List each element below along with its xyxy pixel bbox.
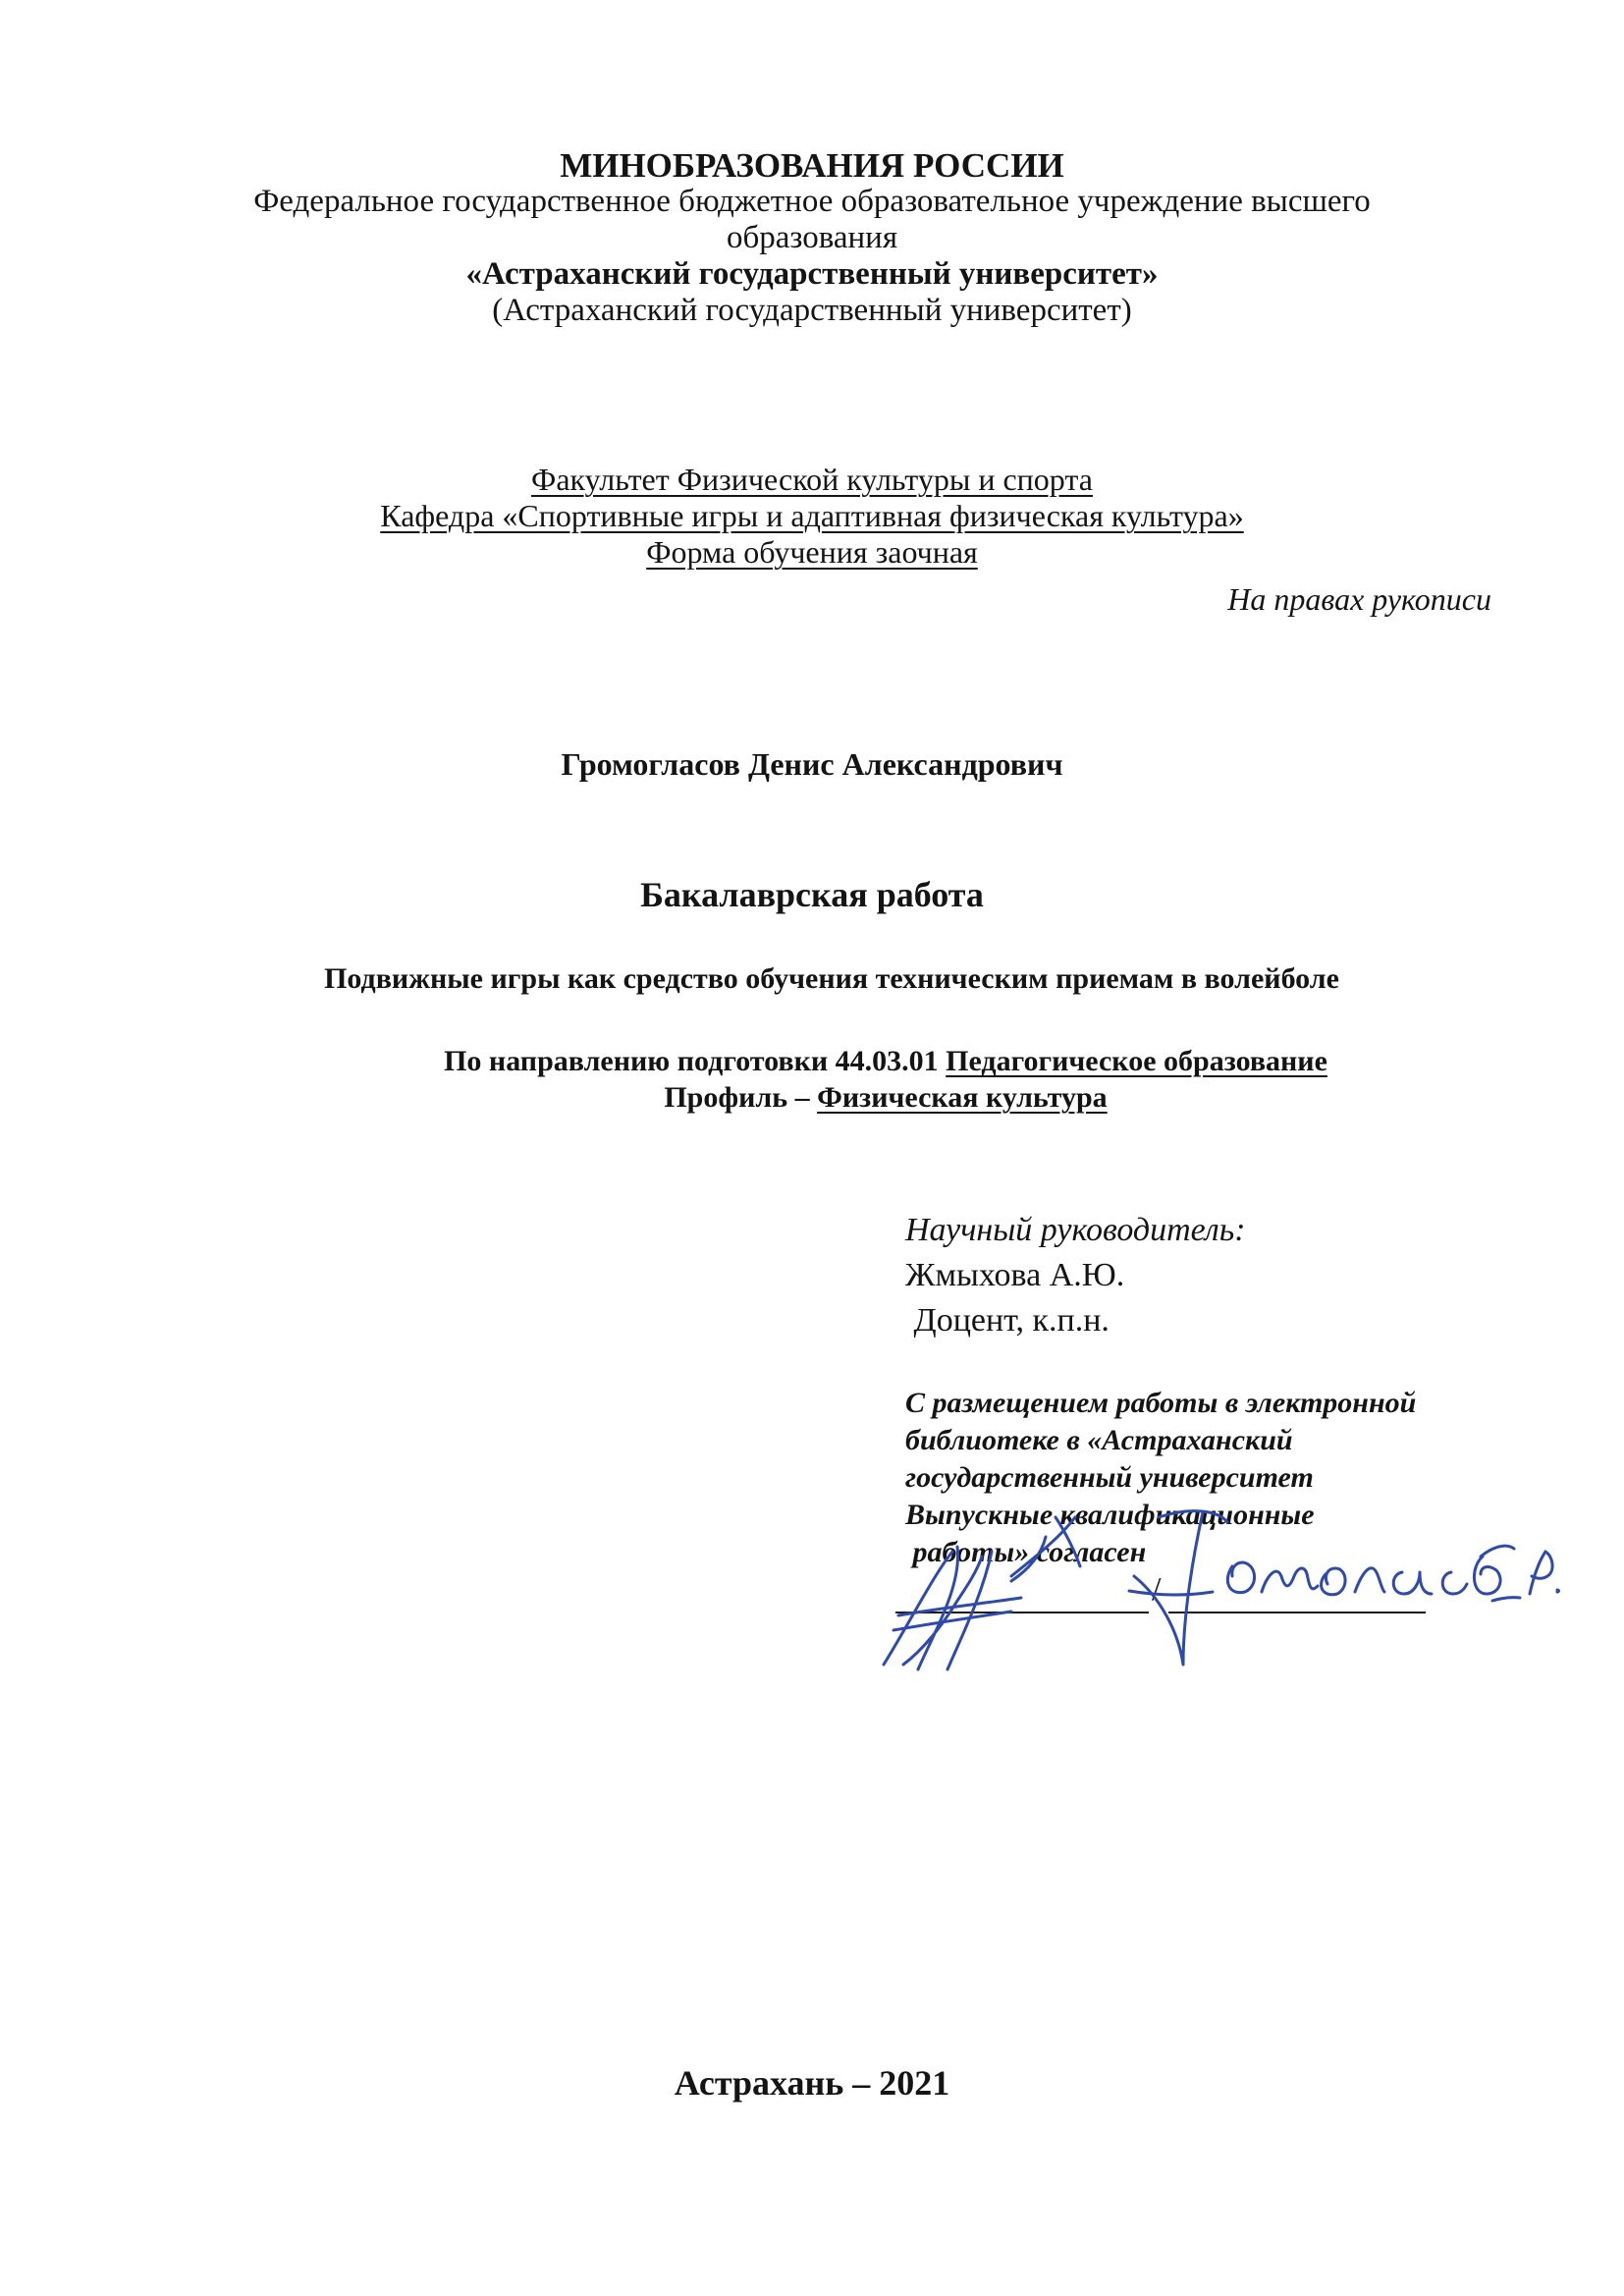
faculty-name: Факультет Физической культуры и спорта: [531, 462, 1093, 497]
consent-line-1: С размещением работы в электронной: [905, 1387, 1417, 1419]
department-name: Кафедра «Спортивные игры и адаптивная физическая культура»: [380, 498, 1244, 533]
supervisor-name: Жмыхова А.Ю.: [905, 1257, 1125, 1293]
faculty-block: [0, 462, 1624, 571]
signature-ink-icon: [864, 1498, 1571, 1694]
direction-block: [0, 1043, 1624, 1116]
university-name: «Астраханский государственный университет»: [465, 256, 1159, 292]
supervisor-label: Научный руководитель:: [905, 1212, 1246, 1248]
header-block: [0, 147, 1624, 329]
consent-line-5: работы» согласен: [905, 1536, 1147, 1568]
signature-separator: /: [1152, 1571, 1162, 1608]
consent-line-2: библиотеке в «Астраханский: [905, 1424, 1293, 1456]
rights-note: На правах рукописи: [1227, 581, 1491, 617]
profile-prefix: Профиль –: [664, 1081, 818, 1114]
supervisor-position: Доцент, к.п.н.: [905, 1302, 1110, 1339]
direction-prefix: По направлению подготовки 44.03.01: [444, 1045, 947, 1077]
study-form: Форма обучения заочная: [646, 534, 978, 570]
consent-line-3: государственный университет: [905, 1461, 1314, 1494]
author-name: Громогласов Денис Александрович: [561, 746, 1063, 782]
ministry-title: МИНОБРАЗОВАНИЯ РОССИИ: [560, 146, 1064, 185]
work-type: Бакалаврская работа: [640, 875, 984, 914]
institution-type-line2: образования: [726, 220, 898, 255]
thesis-title: Подвижные игры как средство обучения техническим приемам в волейболе: [324, 962, 1339, 995]
handwritten-signature: [864, 1498, 1571, 1694]
city-year: Астрахань – 2021: [674, 2063, 950, 2103]
university-short-name: (Астраханский государственный университет): [492, 293, 1132, 328]
supervisor-block: [905, 1208, 1246, 1343]
direction-program: Педагогическое образование: [946, 1045, 1327, 1077]
institution-type-line1: Федеральное государственное бюджетное образовательное учреждение высшего: [253, 184, 1371, 219]
consent-line-4: Выпускные квалификационные: [905, 1499, 1315, 1531]
profile-name: Физическая культура: [817, 1081, 1108, 1114]
